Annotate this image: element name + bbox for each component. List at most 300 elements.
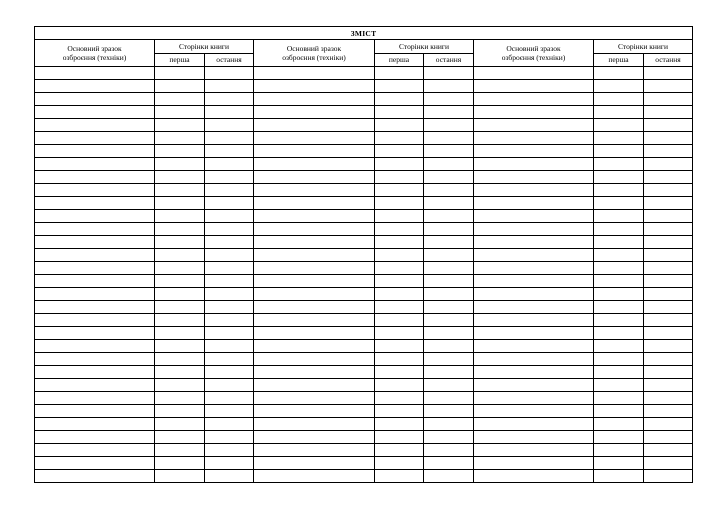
item-cell[interactable] [474,340,594,353]
last-page-cell[interactable] [424,392,474,405]
item-cell[interactable] [474,470,594,483]
first-page-cell[interactable] [594,444,644,457]
first-page-cell[interactable] [155,379,205,392]
last-page-cell[interactable] [424,288,474,301]
item-cell[interactable] [254,392,375,405]
first-page-cell[interactable] [375,275,424,288]
first-page-cell[interactable] [155,366,205,379]
last-page-cell[interactable] [644,158,693,171]
last-page-cell[interactable] [205,236,254,249]
first-page-cell[interactable] [375,366,424,379]
item-cell[interactable] [474,392,594,405]
first-page-cell[interactable] [375,262,424,275]
item-cell[interactable] [254,353,375,366]
first-page-cell[interactable] [594,158,644,171]
item-cell[interactable] [254,223,375,236]
last-page-cell[interactable] [424,223,474,236]
last-page-cell[interactable] [205,444,254,457]
first-page-cell[interactable] [594,470,644,483]
item-cell[interactable] [474,158,594,171]
last-page-cell[interactable] [644,366,693,379]
table-row [35,132,693,145]
last-page-cell[interactable] [205,145,254,158]
first-page-cell[interactable] [375,353,424,366]
first-page-cell[interactable] [594,431,644,444]
item-cell[interactable] [35,314,155,327]
last-page-cell[interactable] [644,431,693,444]
last-page-cell[interactable] [424,236,474,249]
first-page-cell[interactable] [155,288,205,301]
item-cell[interactable] [35,288,155,301]
first-page-cell[interactable] [375,236,424,249]
item-cell[interactable] [254,444,375,457]
item-cell[interactable] [474,249,594,262]
first-page-cell[interactable] [594,236,644,249]
item-cell[interactable] [254,184,375,197]
table-row [35,457,693,470]
first-page-cell[interactable] [155,470,205,483]
first-page-cell[interactable] [375,288,424,301]
first-page-cell[interactable] [155,444,205,457]
item-cell[interactable] [254,93,375,106]
last-page-cell[interactable] [424,327,474,340]
last-page-cell[interactable] [644,275,693,288]
item-cell[interactable] [35,418,155,431]
last-page-cell[interactable] [424,431,474,444]
item-cell[interactable] [254,262,375,275]
item-cell[interactable] [254,457,375,470]
item-cell[interactable] [254,418,375,431]
first-page-cell[interactable] [155,353,205,366]
last-page-cell[interactable] [424,379,474,392]
first-page-cell[interactable] [594,184,644,197]
item-cell[interactable] [254,327,375,340]
first-page-cell[interactable] [155,340,205,353]
item-cell[interactable] [474,184,594,197]
item-cell[interactable] [35,184,155,197]
first-page-cell[interactable] [594,210,644,223]
first-page-cell[interactable] [594,392,644,405]
last-page-cell[interactable] [205,457,254,470]
first-page-cell[interactable] [375,145,424,158]
first-page-cell[interactable] [375,470,424,483]
first-page-cell[interactable] [375,132,424,145]
last-page-cell[interactable] [644,288,693,301]
last-page-cell[interactable] [424,444,474,457]
first-page-cell[interactable] [375,314,424,327]
first-page-cell[interactable] [594,249,644,262]
last-page-cell[interactable] [205,119,254,132]
first-page-cell[interactable] [155,132,205,145]
first-page-cell[interactable] [155,392,205,405]
last-page-cell[interactable] [644,106,693,119]
first-page-cell[interactable] [594,301,644,314]
last-page-cell[interactable] [205,366,254,379]
last-page-cell[interactable] [205,249,254,262]
table-row [35,158,693,171]
last-page-cell[interactable] [424,405,474,418]
last-page-cell[interactable] [205,184,254,197]
first-page-cell[interactable] [594,80,644,93]
first-page-cell[interactable] [594,197,644,210]
last-page-cell[interactable] [424,262,474,275]
table-row [35,93,693,106]
item-cell[interactable] [35,470,155,483]
first-page-cell[interactable] [594,93,644,106]
item-cell[interactable] [35,80,155,93]
item-cell[interactable] [254,67,375,80]
item-cell[interactable] [474,210,594,223]
item-cell[interactable] [474,301,594,314]
item-cell[interactable] [35,327,155,340]
last-page-cell[interactable] [644,67,693,80]
table-row [35,106,693,119]
last-page-cell[interactable] [205,392,254,405]
last-page-cell[interactable] [424,158,474,171]
last-page-cell[interactable] [644,379,693,392]
first-page-cell[interactable] [155,158,205,171]
first-page-cell[interactable] [155,80,205,93]
last-page-cell[interactable] [644,340,693,353]
item-cell[interactable] [254,106,375,119]
last-page-cell[interactable] [644,327,693,340]
last-page-cell[interactable] [205,327,254,340]
last-page-cell[interactable] [424,340,474,353]
first-page-cell[interactable] [594,262,644,275]
last-page-cell[interactable] [424,275,474,288]
first-page-cell[interactable] [375,223,424,236]
last-page-cell[interactable] [205,275,254,288]
first-page-cell[interactable] [594,340,644,353]
item-cell[interactable] [474,379,594,392]
item-cell[interactable] [35,171,155,184]
first-page-cell[interactable] [375,249,424,262]
last-page-cell[interactable] [205,405,254,418]
item-cell[interactable] [474,106,594,119]
item-cell[interactable] [35,132,155,145]
last-page-cell[interactable] [205,418,254,431]
item-cell[interactable] [254,379,375,392]
item-cell[interactable] [474,405,594,418]
first-page-cell[interactable] [594,353,644,366]
item-cell[interactable] [35,262,155,275]
item-cell[interactable] [35,106,155,119]
item-cell[interactable] [254,236,375,249]
last-page-cell[interactable] [205,158,254,171]
item-cell[interactable] [474,418,594,431]
first-page-cell[interactable] [375,327,424,340]
first-page-cell[interactable] [375,392,424,405]
item-cell[interactable] [35,119,155,132]
header-row-1 [35,40,693,54]
first-page-cell[interactable] [155,184,205,197]
last-page-cell[interactable] [205,80,254,93]
item-header-line1: Основний зразок [506,44,561,53]
last-page-cell[interactable] [205,301,254,314]
item-cell[interactable] [35,249,155,262]
item-cell[interactable] [474,262,594,275]
last-page-cell[interactable] [644,184,693,197]
first-page-cell[interactable] [594,288,644,301]
first-page-cell[interactable] [155,67,205,80]
item-cell[interactable] [474,223,594,236]
last-page-cell[interactable] [644,119,693,132]
last-page-cell[interactable] [205,379,254,392]
last-page-cell[interactable] [424,106,474,119]
item-cell[interactable] [474,236,594,249]
first-page-cell[interactable] [594,405,644,418]
last-page-cell[interactable] [424,353,474,366]
last-page-cell[interactable] [424,119,474,132]
last-page-cell[interactable] [205,132,254,145]
item-cell[interactable] [35,275,155,288]
item-cell[interactable] [474,93,594,106]
first-page-cell[interactable] [375,418,424,431]
first-page-cell[interactable] [155,249,205,262]
item-cell[interactable] [254,210,375,223]
last-page-cell[interactable] [644,444,693,457]
last-page-cell[interactable] [644,197,693,210]
last-page-header: остання [644,53,693,67]
last-page-cell[interactable] [424,93,474,106]
last-page-cell[interactable] [424,80,474,93]
item-cell[interactable] [35,93,155,106]
first-page-cell[interactable] [155,418,205,431]
item-cell[interactable] [35,197,155,210]
item-cell[interactable] [254,314,375,327]
item-cell[interactable] [254,405,375,418]
item-cell[interactable] [254,470,375,483]
item-cell[interactable] [254,132,375,145]
last-page-cell[interactable] [424,197,474,210]
last-page-cell[interactable] [644,210,693,223]
item-cell[interactable] [35,67,155,80]
item-cell[interactable] [474,80,594,93]
item-cell[interactable] [474,119,594,132]
item-cell[interactable] [254,366,375,379]
first-page-cell[interactable] [594,457,644,470]
first-page-cell[interactable] [594,171,644,184]
last-page-cell[interactable] [424,184,474,197]
item-cell[interactable] [254,275,375,288]
last-page-cell[interactable] [424,470,474,483]
first-page-cell[interactable] [375,379,424,392]
first-page-cell[interactable] [594,132,644,145]
item-cell[interactable] [35,301,155,314]
last-page-cell[interactable] [205,262,254,275]
last-page-cell[interactable] [424,145,474,158]
last-page-cell[interactable] [644,223,693,236]
first-page-cell[interactable] [594,327,644,340]
first-page-cell[interactable] [594,379,644,392]
item-cell[interactable] [474,288,594,301]
first-page-cell[interactable] [594,314,644,327]
first-page-cell[interactable] [155,106,205,119]
last-page-cell[interactable] [644,418,693,431]
first-page-cell[interactable] [375,93,424,106]
first-page-cell[interactable] [155,197,205,210]
first-page-cell[interactable] [375,119,424,132]
last-page-cell[interactable] [644,405,693,418]
first-page-cell[interactable] [375,444,424,457]
first-page-cell[interactable] [155,301,205,314]
first-page-cell[interactable] [375,80,424,93]
last-page-cell[interactable] [205,353,254,366]
last-page-cell[interactable] [644,353,693,366]
item-cell[interactable] [35,457,155,470]
first-page-cell[interactable] [155,431,205,444]
first-page-cell[interactable] [155,314,205,327]
item-cell[interactable] [474,314,594,327]
table-row [35,80,693,93]
last-page-cell[interactable] [644,236,693,249]
item-cell[interactable] [35,379,155,392]
last-page-cell[interactable] [424,132,474,145]
last-page-cell[interactable] [424,366,474,379]
first-page-cell[interactable] [155,119,205,132]
last-page-cell[interactable] [205,197,254,210]
item-cell[interactable] [474,431,594,444]
first-page-cell[interactable] [594,119,644,132]
first-page-cell[interactable] [155,457,205,470]
first-page-cell[interactable] [155,171,205,184]
last-page-cell[interactable] [424,171,474,184]
item-cell[interactable] [35,405,155,418]
first-page-cell[interactable] [375,197,424,210]
first-page-cell[interactable] [594,275,644,288]
last-page-cell[interactable] [205,67,254,80]
item-cell[interactable] [474,275,594,288]
item-cell[interactable] [474,67,594,80]
item-cell[interactable] [254,340,375,353]
last-page-cell[interactable] [644,470,693,483]
first-page-cell[interactable] [594,366,644,379]
last-page-cell[interactable] [644,457,693,470]
first-page-cell[interactable] [594,223,644,236]
item-cell[interactable] [35,223,155,236]
item-cell[interactable] [254,145,375,158]
first-page-cell[interactable] [155,405,205,418]
first-page-cell[interactable] [375,67,424,80]
last-page-cell[interactable] [424,418,474,431]
item-cell[interactable] [254,431,375,444]
last-page-cell[interactable] [644,80,693,93]
last-page-cell[interactable] [205,93,254,106]
item-cell[interactable] [35,158,155,171]
first-page-cell[interactable] [375,457,424,470]
last-page-cell[interactable] [424,301,474,314]
item-cell[interactable] [35,431,155,444]
item-cell[interactable] [35,366,155,379]
item-cell[interactable] [474,444,594,457]
last-page-cell[interactable] [205,288,254,301]
last-page-cell[interactable] [644,262,693,275]
last-page-cell[interactable] [205,431,254,444]
item-header-line1: Основний зразок [67,44,122,53]
last-page-cell[interactable] [644,314,693,327]
item-cell[interactable] [35,145,155,158]
first-page-cell[interactable] [155,145,205,158]
last-page-cell[interactable] [424,457,474,470]
last-page-cell[interactable] [644,392,693,405]
item-cell[interactable] [254,301,375,314]
item-cell[interactable] [254,119,375,132]
item-cell[interactable] [35,340,155,353]
last-page-cell[interactable] [205,340,254,353]
first-page-cell[interactable] [375,340,424,353]
last-page-cell[interactable] [644,171,693,184]
first-page-cell[interactable] [375,171,424,184]
last-page-cell[interactable] [205,470,254,483]
item-cell[interactable] [35,353,155,366]
last-page-cell[interactable] [205,106,254,119]
first-page-cell[interactable] [375,431,424,444]
first-page-cell[interactable] [594,418,644,431]
first-page-cell[interactable] [594,145,644,158]
first-page-cell[interactable] [375,158,424,171]
item-cell[interactable] [35,392,155,405]
item-cell[interactable] [254,80,375,93]
first-page-cell[interactable] [155,236,205,249]
last-page-cell[interactable] [644,93,693,106]
last-page-cell[interactable] [424,249,474,262]
first-page-cell[interactable] [594,106,644,119]
last-page-cell[interactable] [205,314,254,327]
item-cell[interactable] [474,353,594,366]
item-cell[interactable] [35,236,155,249]
table-row [35,288,693,301]
first-page-cell[interactable] [155,262,205,275]
first-page-cell[interactable] [155,327,205,340]
last-page-cell[interactable] [205,171,254,184]
first-page-cell[interactable] [375,405,424,418]
first-page-cell[interactable] [375,184,424,197]
last-page-cell[interactable] [424,67,474,80]
item-cell[interactable] [35,444,155,457]
item-cell[interactable] [35,210,155,223]
last-page-cell[interactable] [644,301,693,314]
first-page-cell[interactable] [594,67,644,80]
first-page-cell[interactable] [375,301,424,314]
item-cell[interactable] [474,197,594,210]
last-page-cell[interactable] [644,132,693,145]
last-page-cell[interactable] [424,314,474,327]
last-page-cell[interactable] [205,223,254,236]
first-page-cell[interactable] [155,223,205,236]
first-page-cell[interactable] [155,275,205,288]
item-cell[interactable] [254,171,375,184]
first-page-cell[interactable] [375,210,424,223]
item-cell[interactable] [474,171,594,184]
last-page-cell[interactable] [205,210,254,223]
item-cell[interactable] [474,145,594,158]
first-page-cell[interactable] [155,93,205,106]
item-cell[interactable] [254,249,375,262]
first-page-cell[interactable] [155,210,205,223]
first-page-cell[interactable] [375,106,424,119]
item-cell[interactable] [474,327,594,340]
last-page-cell[interactable] [644,145,693,158]
last-page-cell[interactable] [644,249,693,262]
item-cell[interactable] [474,132,594,145]
item-cell[interactable] [474,457,594,470]
table-row [35,405,693,418]
item-cell[interactable] [254,197,375,210]
last-page-cell[interactable] [424,210,474,223]
item-cell[interactable] [254,288,375,301]
item-cell[interactable] [254,158,375,171]
item-cell[interactable] [474,366,594,379]
